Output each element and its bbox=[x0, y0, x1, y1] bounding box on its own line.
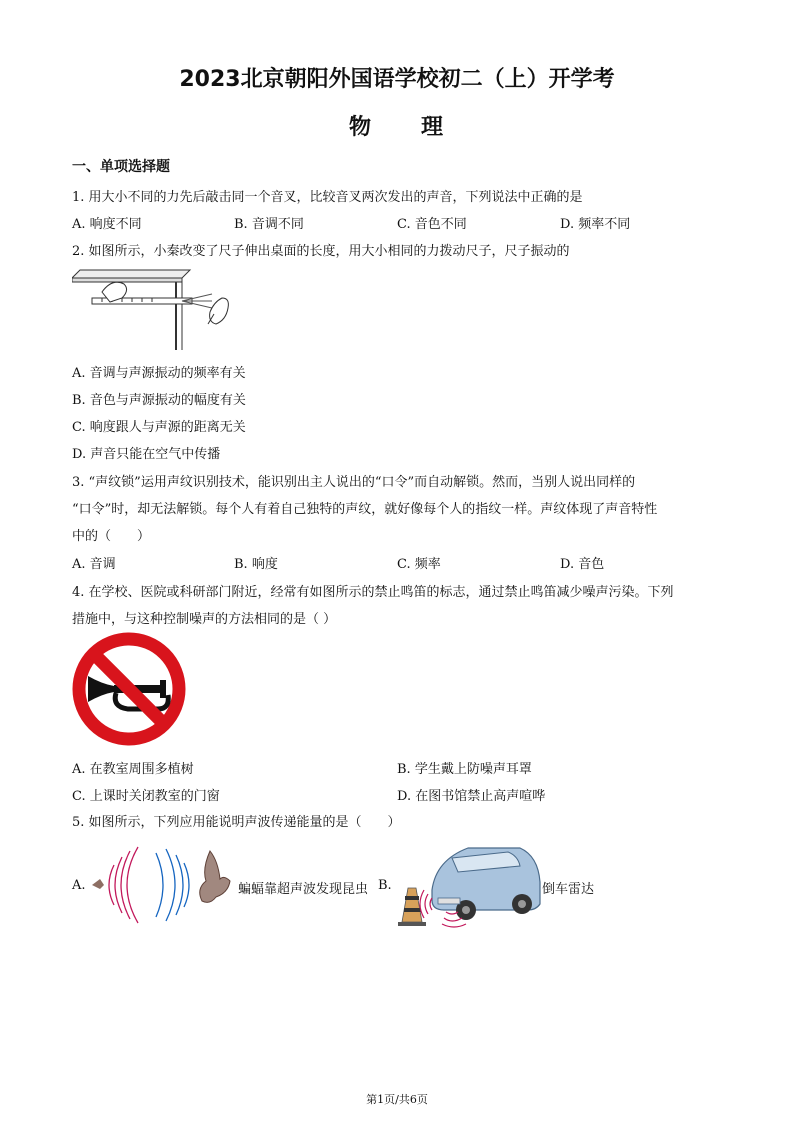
question-5-option-a-label: A. bbox=[72, 878, 86, 893]
reversing-radar-figure bbox=[394, 838, 542, 930]
question-2-option-a: A. 音调与声源振动的频率有关 bbox=[72, 366, 246, 381]
no-horn-sign-icon bbox=[72, 632, 186, 746]
question-5-stem: 5. 如图所示，下列应用能说明声波传递能量的是（ ） bbox=[72, 815, 401, 830]
question-1-option-c: C. 音色不同 bbox=[397, 217, 467, 232]
question-1-stem: 1. 用大小不同的力先后敲击同一个音叉，比较音叉两次发出的声音，下列说法中正确的是 bbox=[72, 190, 583, 205]
question-4-option-b: B. 学生戴上防噪声耳罩 bbox=[397, 762, 532, 777]
question-1-option-b: B. 音调不同 bbox=[234, 217, 304, 232]
question-4-option-c: C. 上课时关闭教室的门窗 bbox=[72, 789, 220, 804]
question-3-option-c: C. 频率 bbox=[397, 557, 441, 572]
question-2-stem: 2. 如图所示，小秦改变了尺子伸出桌面的长度，用大小相同的力拨动尺子，尺子振动的 bbox=[72, 244, 570, 259]
question-3-option-b: B. 响度 bbox=[234, 557, 278, 572]
question-3-option-a: A. 音调 bbox=[72, 557, 116, 572]
section-heading: 一、单项选择题 bbox=[72, 159, 170, 175]
ruler-on-table-figure bbox=[72, 268, 232, 350]
question-5-option-b-caption: 倒车雷达 bbox=[542, 882, 595, 897]
bat-echolocation-figure bbox=[86, 843, 234, 925]
question-4-option-a: A. 在教室周围多植树 bbox=[72, 762, 194, 777]
question-4-option-d: D. 在图书馆禁止高声喧哗 bbox=[397, 789, 546, 804]
question-3-option-d: D. 音色 bbox=[560, 557, 605, 572]
question-5-option-a-caption: 蝙蝠靠超声波发现昆虫 bbox=[238, 882, 369, 897]
question-2-option-c: C. 响度跟人与声源的距离无关 bbox=[72, 420, 246, 435]
page-title: 2023北京朝阳外国语学校初二（上）开学考 bbox=[179, 67, 615, 92]
page-footer: 第1页/共6页 bbox=[366, 1093, 428, 1106]
question-3-stem-line-2: “口令”时，却无法解锁。每个人有着自己独特的声纹，就好像每个人的指纹一样。声纹体现了声音特性 bbox=[72, 502, 658, 517]
question-1-option-d: D. 频率不同 bbox=[560, 217, 631, 232]
question-2-option-b: B. 音色与声源振动的幅度有关 bbox=[72, 393, 246, 408]
question-1-option-a: A. 响度不同 bbox=[72, 217, 142, 232]
question-2-option-d: D. 声音只能在空气中传播 bbox=[72, 447, 221, 462]
question-4-stem-line-1: 4. 在学校、医院或科研部门附近，经常有如图所示的禁止鸣笛的标志，通过禁止鸣笛减少噪声污染。下列 bbox=[72, 585, 674, 600]
question-5-option-b-label: B. bbox=[378, 878, 392, 893]
question-3-stem-line-3: 中的（ ） bbox=[72, 529, 151, 544]
question-4-stem-line-2: 措施中，与这种控制噪声的方法相同的是（ ） bbox=[72, 612, 337, 627]
question-3-stem-line-1: 3. “声纹锁”运用声纹识别技术，能识别出主人说出的“口令”而自动解锁。然而，当别人说出同样的 bbox=[72, 475, 636, 490]
subject-title: 物 理 bbox=[348, 115, 445, 140]
